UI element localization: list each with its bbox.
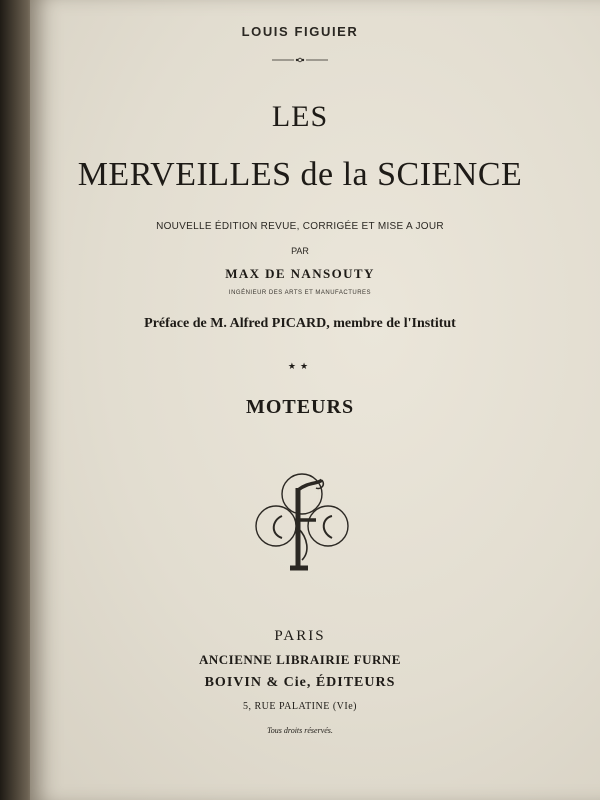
title-line-2: MERVEILLES de la SCIENCE (77, 156, 523, 193)
preface-credit: Préface de M. Alfred PICARD, membre de l'Institut (144, 316, 456, 331)
reviser-role: INGÉNIEUR DES ARTS ET MANUFACTURES (228, 290, 372, 296)
publisher-editors: BOIVIN & Cie, ÉDITEURS (204, 675, 396, 690)
book-spine-edge (0, 0, 34, 800)
title-page (30, 0, 600, 800)
publisher-city: PARIS (274, 628, 326, 644)
author-name: LOUIS FIGUIER (241, 24, 359, 39)
reviser-name: MAX DE NANSOUTY (225, 266, 375, 281)
volume-stars: ★★ (287, 362, 313, 372)
edition-note: NOUVELLE ÉDITION REVUE, CORRIGÉE ET MISE A JOUR (156, 221, 444, 232)
title-line-1: LES (271, 100, 329, 133)
rule-ornament-icon (272, 56, 328, 64)
publisher-house: ANCIENNE LIBRAIRIE FURNE (199, 652, 401, 667)
rights-notice: Tous droits réservés. (267, 726, 333, 735)
by-label: PAR (291, 246, 309, 256)
publisher-monogram-icon (252, 468, 352, 580)
volume-title: MOTEURS (245, 396, 355, 418)
publisher-address: 5, RUE PALATINE (VIe) (242, 701, 357, 712)
